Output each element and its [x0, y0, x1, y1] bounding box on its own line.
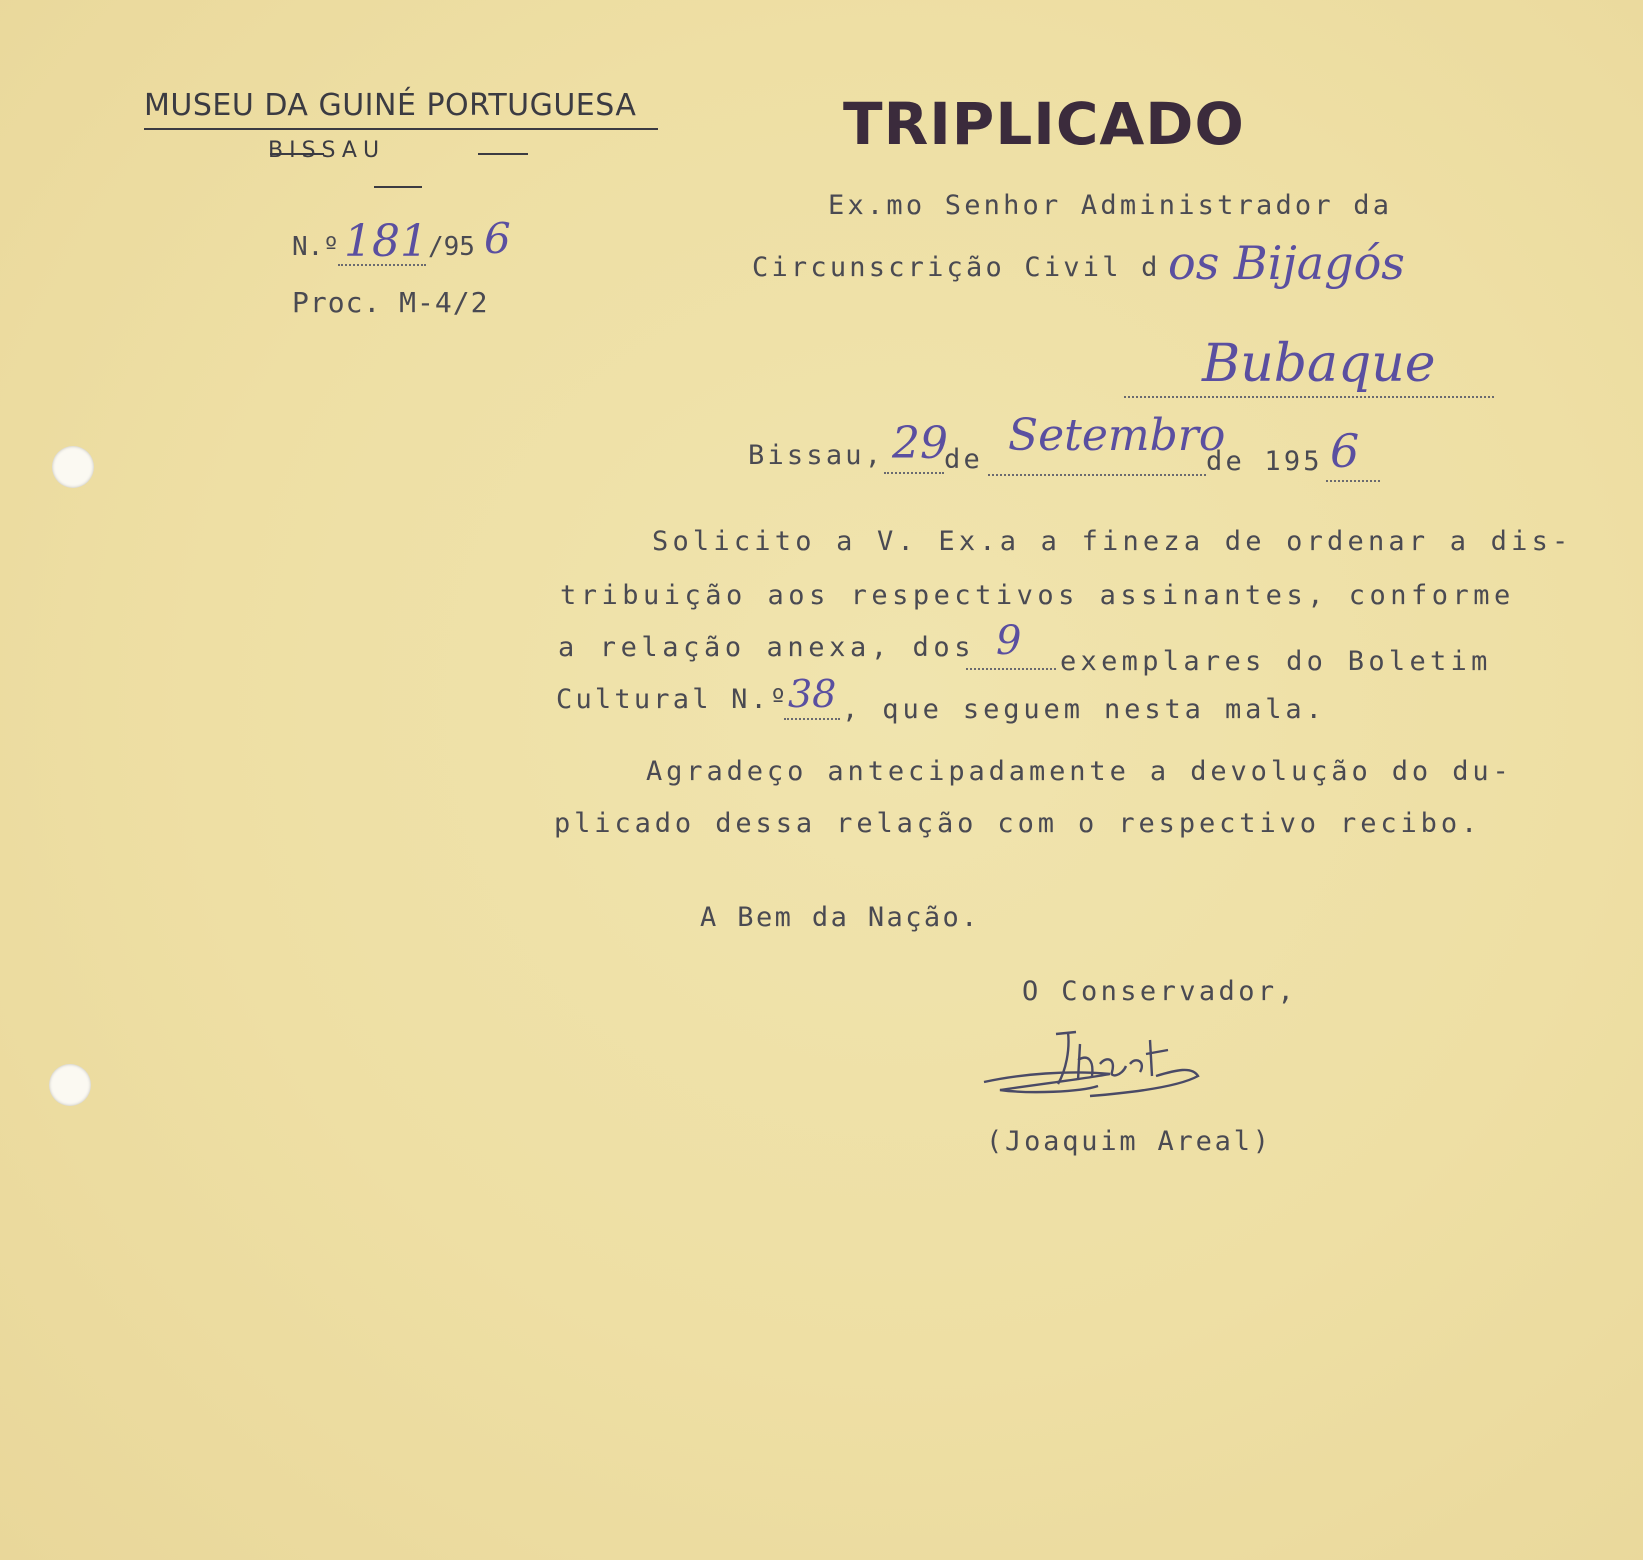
- letterhead-short-rule: [374, 186, 422, 188]
- body-line-5: Agradeço antecipadamente a devolução do du-: [646, 756, 1513, 787]
- date-year-digit: 6: [1330, 424, 1360, 478]
- body-line-3b: exemplares do Boletim: [1060, 646, 1492, 677]
- number-prefix: N.º: [292, 232, 339, 262]
- copy-stamp: TRIPLICADO: [843, 90, 1245, 158]
- body-line-2: tribuição aos respectivos assinantes, conforme: [560, 580, 1515, 611]
- signature: [980, 1020, 1260, 1120]
- body-line-6: plicado dessa relação com o respectivo recibo.: [554, 808, 1482, 839]
- date-day-dots: [884, 472, 944, 474]
- addressee-handwritten: os Bijagós: [1168, 236, 1405, 290]
- reference-number: 181: [344, 216, 428, 267]
- location-dots: [1124, 396, 1494, 398]
- date-year-dots: [1326, 480, 1380, 482]
- closing-salutation: A Bem da Nação.: [700, 902, 980, 933]
- closing-role: O Conservador,: [1022, 976, 1298, 1007]
- date-month: Setembro: [1008, 410, 1226, 461]
- addressee-location: Bubaque: [1202, 334, 1436, 394]
- addressee-line-2: Circunscrição Civil d: [752, 252, 1161, 283]
- date-place: Bissau,: [748, 440, 885, 471]
- copies-dots: [966, 668, 1056, 670]
- punch-hole-top: [52, 446, 94, 488]
- city-dash-right: [478, 153, 528, 155]
- date-sep-1: de: [944, 444, 983, 475]
- body-line-1: Solicito a V. Ex.a a fineza de ordenar a dis-: [652, 526, 1573, 557]
- bulletin-dots: [784, 718, 840, 720]
- punch-hole-bottom: [49, 1064, 91, 1106]
- body-line-4a: Cultural N.º: [556, 684, 790, 715]
- institution-city: BISSAU: [268, 138, 386, 163]
- institution-name: MUSEU DA GUINÉ PORTUGUESA: [144, 88, 637, 123]
- closing-signatory: (Joaquim Areal): [986, 1126, 1272, 1157]
- date-sep-2: de 195: [1206, 446, 1323, 477]
- date-month-dots: [988, 474, 1206, 476]
- date-day: 29: [892, 418, 948, 469]
- reference-number-dots: [338, 264, 426, 266]
- body-line-4b: , que seguem nesta mala.: [842, 694, 1326, 725]
- letterhead-rule: [144, 128, 658, 130]
- reference-number-line: [292, 232, 339, 262]
- bulletin-number: 38: [788, 672, 837, 716]
- reference-year-digit: 6: [484, 214, 511, 263]
- body-line-3a: a relação anexa, dos: [558, 632, 976, 663]
- addressee-line-1: Ex.mo Senhor Administrador da: [828, 190, 1393, 221]
- signature-lettering: [0, 0, 3, 1]
- process-number: Proc. M-4/2: [292, 286, 489, 319]
- copies-count: 9: [996, 618, 1022, 664]
- reference-year-prefix: /95: [428, 232, 475, 262]
